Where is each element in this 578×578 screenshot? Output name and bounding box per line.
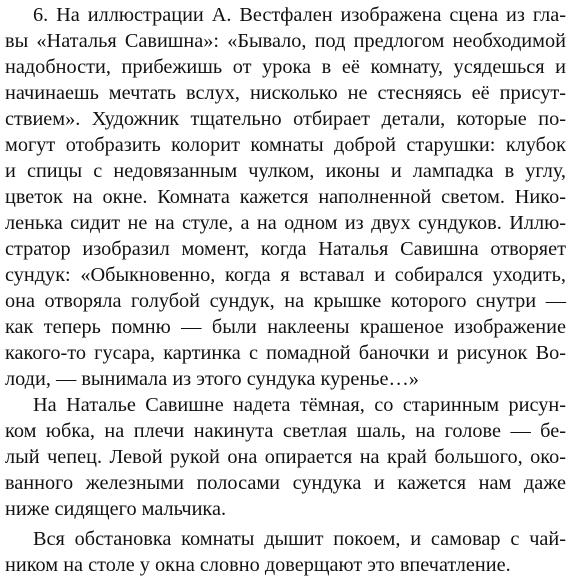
text-line: ком юбка, на плечи накинута светлая шаль, на голове — бе- — [5, 420, 566, 442]
text-line: начинаешь мечтать вслух, нисколько не стесняясь её присут- — [5, 82, 566, 104]
text-line: ником на столе у окна словно доверщают это впечатление. — [5, 554, 511, 576]
text-line: 6. На иллюстрации А. Вестфален изображена сцена из гла- — [33, 4, 566, 26]
text-line: ствием». Художник тщательно отбирает детали, которые по- — [5, 108, 566, 130]
text-line: могут отобразить колорит комнаты доброй старушки: клубок — [5, 134, 566, 156]
text-line: ленька сидит не на стуле, а на одном из двух сундуков. Иллю- — [5, 212, 566, 234]
text-line: сундук: «Обыкновенно, когда я вставал и собирался уходить, — [5, 264, 566, 286]
text-line: вы «Наталья Савишна»: «Бывало, под предлогом необходимой — [5, 30, 566, 52]
text-line: лый чепец. Левой рукой она опирается на край большого, око- — [5, 446, 566, 468]
text-line: ниже сидящего мальчика. — [5, 498, 227, 520]
text-line: Вся обстановка комнаты дышит покоем, и самовар с чай- — [33, 528, 566, 550]
text-line: надобности, прибежишь от урока в её комнату, усядешься и — [5, 56, 566, 78]
text-line: цветок на окне. Комната кажется наполненной светом. Нико- — [5, 186, 566, 208]
text-line: и спицы с недовязанным чулком, иконы и лампадка в углу, — [5, 160, 566, 182]
text-line: как теперь помню — были наклеены крашеное изображение — [5, 316, 566, 338]
text-line: какого-то гусара, картинка с помадной баночки и рисунок Во- — [5, 342, 566, 364]
text-line: лоди, — вынимала из этого сундука куренье…» — [5, 368, 419, 390]
text-line: она отворяла голубой сундук, на крышке которого снутри — — [5, 290, 566, 312]
text-line: ванного железными полосами сундука и кажется нам даже — [5, 472, 566, 494]
text-line: стратор изобразил момент, когда Наталья Савишна отворяет — [5, 238, 566, 260]
text-line: На Наталье Савишне надета тёмная, со старинным рисун- — [33, 394, 566, 416]
